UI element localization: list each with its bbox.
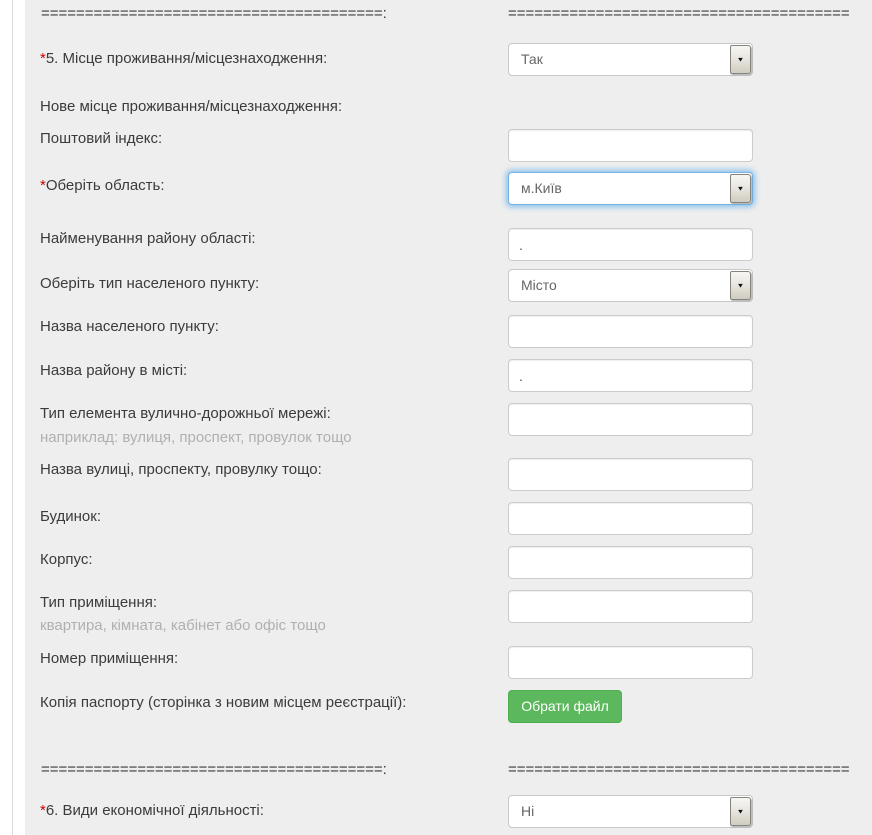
form-panel [25, 0, 872, 835]
street-type-input[interactable] [508, 403, 753, 436]
rayon-oblast-input[interactable] [508, 228, 753, 261]
settlement-name-input[interactable] [508, 315, 753, 348]
field-label-street-name: Назва вулиці, проспекту, провулку тощо: [40, 461, 322, 478]
section6-separator-right: ======================================= [508, 761, 850, 778]
field-label-passport-copy: Копія паспорту (сторінка з новим місцем реєстрації): [40, 694, 407, 711]
q5-residence-select-value: Так [521, 51, 543, 67]
field-label-oblast [40, 177, 165, 194]
field-label-rayon-oblast: Найменування району області: [40, 230, 256, 247]
left-border-line [12, 0, 13, 835]
required-asterisk: * [40, 50, 46, 67]
dropdown-arrow-button[interactable] [730, 174, 751, 203]
section5-separator-left: =======================================: [41, 5, 387, 22]
chevron-down-icon: ▼ [736, 807, 745, 815]
field-label-settlement-name: Назва населеного пункту: [40, 318, 219, 335]
field-label-q5-text: 5. Місце проживання/місцезнаходження: [45, 50, 328, 67]
field-hint-premises-type: квартира, кімната, кабінет або офіс тощо [40, 617, 326, 634]
postal-code-input[interactable] [508, 129, 753, 162]
building-input[interactable] [508, 502, 753, 535]
dropdown-arrow-button[interactable] [730, 45, 751, 74]
premises-type-input[interactable] [508, 590, 753, 623]
settlement-type-select-value: Місто [521, 277, 557, 293]
premises-number-input[interactable] [508, 646, 753, 679]
oblast-select[interactable] [508, 172, 753, 205]
block-input[interactable] [508, 546, 753, 579]
section5-separator-right: ======================================= [508, 5, 850, 22]
field-label-building: Будинок: [40, 508, 102, 525]
settlement-type-select[interactable] [508, 269, 753, 302]
dropdown-arrow-button[interactable] [730, 797, 751, 826]
chevron-down-icon: ▼ [736, 281, 745, 289]
field-label-postal: Поштовий індекс: [40, 130, 163, 147]
dropdown-arrow-button[interactable] [730, 271, 751, 300]
chevron-down-icon: ▼ [736, 184, 745, 192]
field-label-city-district: Назва району в місті: [40, 362, 188, 379]
oblast-select-value: м.Київ [521, 180, 562, 196]
subheading-new-residence: Нове місце проживання/місцезнаходження: [40, 98, 343, 115]
choose-file-button[interactable]: Обрати файл [508, 690, 622, 723]
street-name-input[interactable] [508, 458, 753, 491]
field-label-premises-type: Тип приміщення: [40, 594, 158, 611]
q5-residence-select[interactable] [508, 43, 753, 76]
field-label-premises-number: Номер приміщення: [40, 650, 179, 667]
field-label-street-type: Тип елемента вулично-дорожньої мережі: [40, 405, 331, 422]
field-label-q5 [40, 50, 327, 67]
city-district-input[interactable] [508, 359, 753, 392]
q6-economic-activity-select-value: Ні [521, 803, 535, 819]
field-label-q6 [40, 802, 264, 819]
section6-separator-left: =======================================: [41, 761, 387, 778]
field-hint-street-type: наприклад: вулиця, проспект, провулок тощо [40, 429, 352, 446]
required-asterisk: * [40, 177, 46, 194]
field-label-block: Корпус: [40, 551, 93, 568]
field-label-oblast-text: Оберіть область: [45, 177, 165, 194]
chevron-down-icon: ▼ [736, 55, 745, 63]
field-label-q6-text: 6. Види економічної діяльності: [45, 802, 264, 819]
field-label-settlement-type: Оберіть тип населеного пункту: [40, 275, 260, 292]
required-asterisk: * [40, 802, 46, 819]
q6-economic-activity-select[interactable] [508, 795, 753, 828]
